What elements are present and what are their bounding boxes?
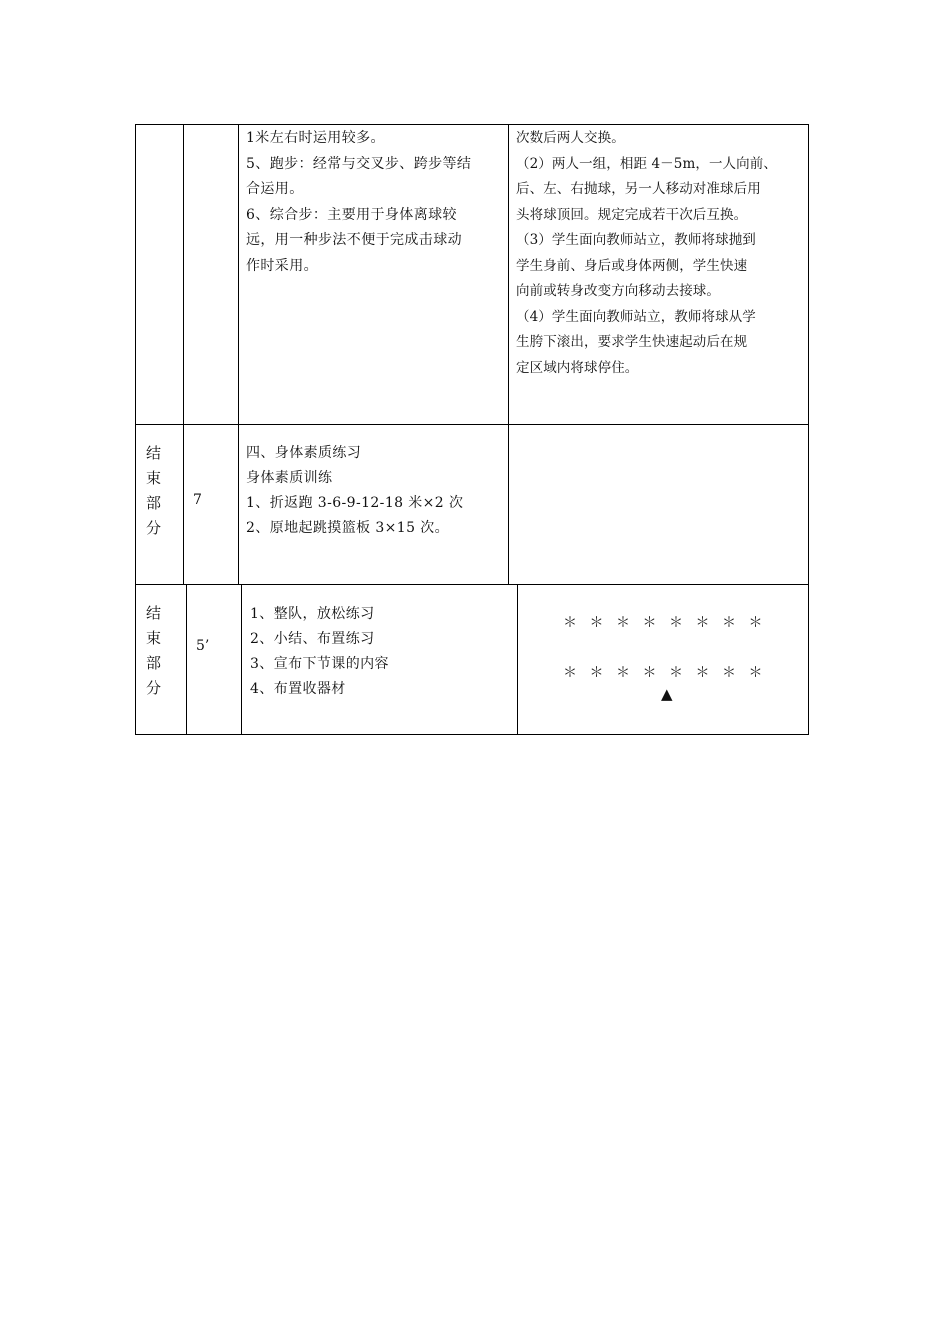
method-line: 次数后两人交换。 bbox=[516, 130, 625, 146]
content-line: 四、身体素质练习 bbox=[246, 445, 362, 461]
teacher-position-marker: ▲ bbox=[661, 685, 673, 703]
content-line: 4、布置收器材 bbox=[250, 681, 346, 697]
lesson-table-block-2 bbox=[135, 424, 809, 585]
column-divider bbox=[238, 425, 239, 584]
method-line: （3）学生面向教师站立，教师将球抛到 bbox=[516, 232, 756, 248]
content-line: 作时采用。 bbox=[246, 257, 318, 274]
content-line: 1、折返跑 3-6-9-12-18 米×2 次 bbox=[246, 495, 464, 511]
lesson-table-block-1 bbox=[135, 124, 809, 425]
method-line: 定区域内将球停住。 bbox=[516, 359, 639, 376]
time-cell bbox=[193, 425, 237, 584]
method-line: 后、左、右抛球，另一人移动对准球后用 bbox=[516, 181, 761, 197]
student-row-1: ＊＊＊＊＊＊＊＊ bbox=[563, 615, 775, 631]
content-line: 1、整队，放松练习 bbox=[250, 606, 375, 622]
column-divider bbox=[508, 125, 509, 424]
column-divider bbox=[186, 585, 187, 734]
content-line: 2、小结、布置练习 bbox=[250, 631, 375, 647]
column-divider bbox=[508, 425, 509, 584]
column-divider bbox=[183, 425, 184, 584]
section-label-char: 分 bbox=[146, 519, 162, 537]
content-line: 合运用。 bbox=[246, 181, 304, 197]
method-line: 向前或转身改变方向移动去接球。 bbox=[516, 283, 720, 299]
formation-diagram-cell bbox=[518, 585, 808, 734]
method-line: 生胯下滚出，要求学生快速起动后在规 bbox=[516, 334, 748, 350]
method-line: （4）学生面向教师站立，教师将球从学 bbox=[516, 308, 756, 325]
lesson-table-block-3 bbox=[135, 584, 809, 735]
section-label-char: 束 bbox=[146, 469, 162, 487]
duration-value: 7 bbox=[193, 492, 202, 508]
content-line: 远，用一种步法不便于完成击球动 bbox=[246, 232, 462, 248]
student-row-2: ＊＊＊＊＊＊＊＊ bbox=[563, 665, 775, 681]
section-label-char: 结 bbox=[146, 604, 162, 622]
method-line: 学生身前、身后或身体两侧，学生快速 bbox=[516, 257, 748, 274]
content-line: 2、原地起跳摸篮板 3×15 次。 bbox=[246, 520, 450, 536]
section-label-cell bbox=[146, 425, 182, 584]
method-line: （2）两人一组，相距 4－5m，一人向前、 bbox=[516, 155, 777, 172]
section-label-char: 结 bbox=[146, 444, 162, 462]
section-label-cell bbox=[146, 585, 184, 734]
column-divider bbox=[238, 125, 239, 424]
section-label-char: 部 bbox=[146, 654, 162, 672]
fitness-content-cell bbox=[246, 425, 508, 584]
section-label-char: 分 bbox=[146, 679, 162, 697]
section-label-char: 束 bbox=[146, 629, 162, 647]
content-line: 5、跑步：经常与交叉步、跨步等结 bbox=[246, 155, 472, 172]
closing-content-cell bbox=[250, 585, 516, 734]
content-line: 6、综合步：主要用于身体离球较 bbox=[246, 206, 457, 223]
content-line: 3、宣布下节课的内容 bbox=[250, 656, 389, 672]
column-divider bbox=[241, 585, 242, 734]
footwork-content-cell bbox=[246, 125, 508, 424]
column-divider bbox=[183, 125, 184, 424]
time-cell bbox=[196, 585, 240, 734]
section-label-char: 部 bbox=[146, 494, 162, 512]
method-line: 头将球顶回。规定完成若干次后互换。 bbox=[516, 206, 748, 223]
practice-method-cell bbox=[516, 125, 808, 424]
content-line: 1米左右时运用较多。 bbox=[246, 130, 385, 146]
content-line: 身体素质训练 bbox=[246, 470, 333, 486]
duration-value: 5’ bbox=[196, 638, 210, 654]
